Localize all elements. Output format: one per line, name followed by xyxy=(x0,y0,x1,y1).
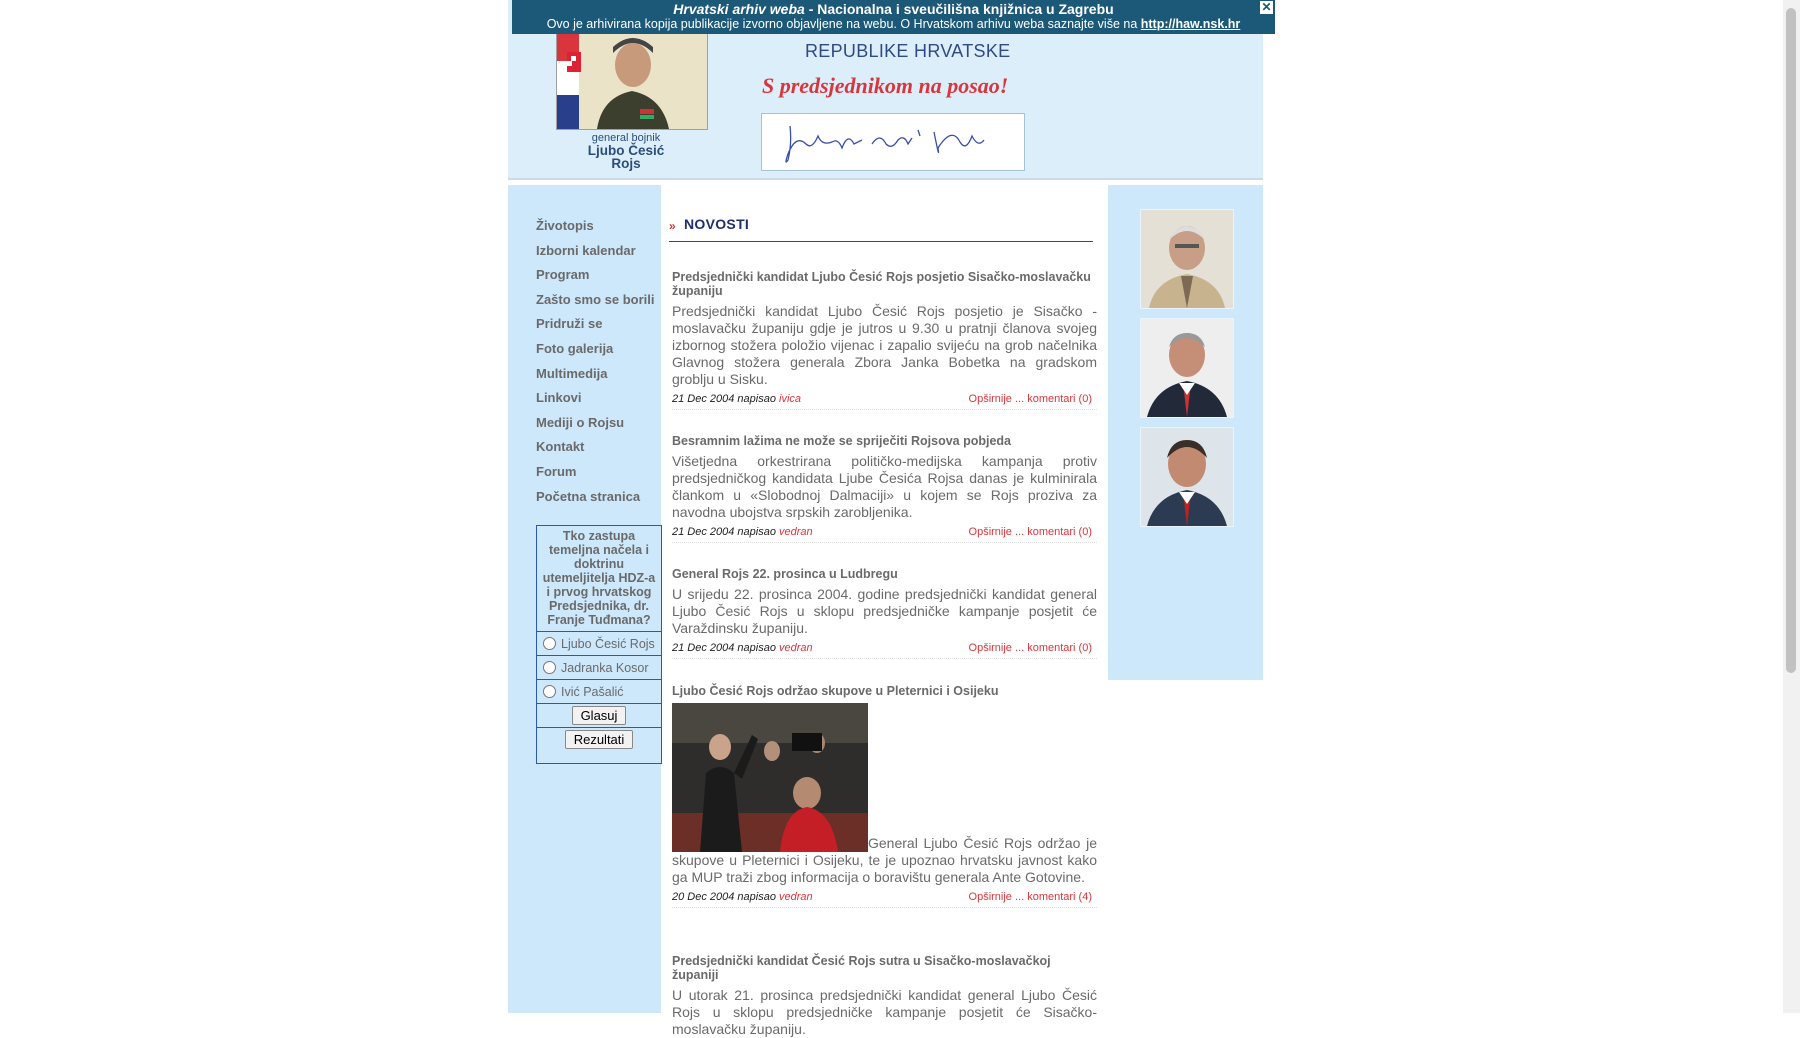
article-meta xyxy=(672,393,1097,410)
article-more-link[interactable]: Opširnije ... komentari (0) xyxy=(968,393,1092,405)
close-icon[interactable]: ✕ xyxy=(1261,0,1272,14)
nav-item-zivotopis[interactable]: Životopis xyxy=(536,218,594,233)
poll-option-label: Ljubo Česić Rojs xyxy=(561,636,655,651)
article-author[interactable]: vedran xyxy=(779,642,813,654)
portrait-photo[interactable] xyxy=(1140,209,1234,309)
article-body: Višetjedna orkestrirana političko-medijska kampanja protiv predsjedničkog kandidata Ljube Česića Rojsa danas je kulminirala člankom u «Slobodnoj Dalmaciji» u kojem se Rojs proziva za navodna ubojstva srpskih zarobljenika. xyxy=(672,453,1097,520)
article-date: 20 Dec 2004 napisao xyxy=(672,891,780,903)
radio-button-icon[interactable] xyxy=(543,661,556,674)
article-date: 21 Dec 2004 napisao xyxy=(672,642,780,654)
article-byline xyxy=(672,891,813,907)
banner-title xyxy=(512,0,1275,17)
article-author[interactable]: vedran xyxy=(779,891,813,903)
banner-subtitle xyxy=(512,17,1275,32)
candidate-rank: general bojnik xyxy=(591,132,661,144)
poll-option-label: Jadranka Kosor xyxy=(561,660,649,675)
main-nav xyxy=(536,218,654,513)
article-photo[interactable] xyxy=(672,703,868,852)
article-body: Predsjednički kandidat Ljubo Česić Rojs posjetio je Sisačko - moslavačku županiju gdje je jutros u 9.30 u pratnji članova svojeg izbornog stožera položio vijenac i zapalio svijeću na grob načelnika Glavnog stožera generala Zbora Janka Bobetka na gradskom groblju u Sisku. xyxy=(672,303,1097,387)
nav-item-kontakt[interactable]: Kontakt xyxy=(536,439,585,455)
scrollbar-thumb[interactable] xyxy=(1786,8,1796,673)
archive-banner xyxy=(512,0,1275,34)
article-more-link[interactable]: Opširnije ... komentari (0) xyxy=(968,642,1092,654)
poll-option[interactable] xyxy=(537,656,661,680)
candidate-name-first: Ljubo Česić xyxy=(587,143,665,158)
radio-button-icon[interactable] xyxy=(543,637,556,650)
portrait-photo[interactable] xyxy=(1140,318,1234,418)
article-date: 21 Dec 2004 napisao xyxy=(672,526,780,538)
nav-item-pridruzi-se[interactable]: Pridruži se xyxy=(536,316,603,332)
nav-item-linkovi[interactable]: Linkovi xyxy=(536,390,582,406)
article-body: U utorak 21. prosinca predsjednički kandidat general Ljubo Česić Rojs u sklopu predsjedničke kampanje posjetit će Sisačko-moslavačku županiju. xyxy=(672,987,1097,1037)
news-article xyxy=(672,684,1097,908)
news-article xyxy=(672,270,1097,410)
article-more-link[interactable]: Opširnije ... komentari (4) xyxy=(968,891,1092,903)
article-title[interactable]: Ljubo Česić Rojs održao skupove u Pleternici i Osijeku xyxy=(672,684,999,698)
header-republic-text: REPUBLIKE HRVATSKE xyxy=(805,41,1011,61)
news-article xyxy=(672,567,1097,659)
article-body-with-photo xyxy=(672,703,1097,886)
poll-option[interactable] xyxy=(537,632,661,656)
article-author[interactable]: vedran xyxy=(779,526,813,538)
candidate-name-block xyxy=(556,132,696,170)
article-byline xyxy=(672,642,813,658)
article-meta xyxy=(672,891,1097,908)
article-meta xyxy=(672,526,1097,543)
article-title[interactable]: Predsjednički kandidat Česić Rojs sutra u Sisačko-moslavačkoj županiji xyxy=(672,954,1051,982)
nav-item-foto-galerija[interactable]: Foto galerija xyxy=(536,340,614,356)
article-title[interactable]: General Rojs 22. prosinca u Ludbregu xyxy=(672,567,898,581)
article-date: 21 Dec 2004 napisao xyxy=(672,393,780,405)
header-slogan: S predsjednikom na posao! xyxy=(762,73,1009,98)
article-title[interactable]: Besramnim lažima ne može se spriječiti Rojsova pobjeda xyxy=(672,434,1012,448)
article-more-link[interactable]: Opširnije ... komentari (0) xyxy=(968,526,1092,538)
poll-box xyxy=(536,525,662,764)
article-byline xyxy=(672,526,813,542)
article-title[interactable]: Predsjednički kandidat Ljubo Česić Rojs posjetio Sisačko-moslavačku županiju xyxy=(672,270,1091,298)
nav-item-program[interactable]: Program xyxy=(536,267,590,283)
news-article xyxy=(672,954,1097,1038)
candidate-name-last: Rojs xyxy=(611,156,641,171)
candidate-portrait xyxy=(556,26,708,130)
article-byline xyxy=(672,393,801,409)
section-title: NOVOSTI xyxy=(684,216,750,232)
article-meta xyxy=(672,642,1097,659)
poll-option-label: Ivić Pašalić xyxy=(561,684,624,699)
nav-item-multimedija[interactable]: Multimedija xyxy=(536,365,608,381)
nav-item-izborni-kalendar[interactable]: Izborni kalendar xyxy=(536,242,636,258)
nav-item-mediji-o-rojsu[interactable]: Mediji o Rojsu xyxy=(536,414,625,430)
nav-item-pocetna-stranica[interactable]: Početna stranica xyxy=(536,488,641,504)
signature-image xyxy=(761,113,1025,171)
article-body: General Ljubo Česić Rojs održao je skupove u Pleternici i Osijeku, te je upoznao hrvatsku javnost kako ga MUP traži zbog informacija o boravištu generala Ante Gotovine. xyxy=(672,835,1097,885)
article-author[interactable]: ivica xyxy=(779,393,802,405)
nav-item-zasto-smo-se-borili[interactable]: Zašto smo se borili xyxy=(536,291,655,307)
poll-question: Tko zastupa temeljna načela i doktrinu utemeljitelja HDZ-a i prvog hrvatskog Predsjednika, dr. Franje Tuđmana? xyxy=(537,526,661,632)
news-article xyxy=(672,434,1097,543)
section-header xyxy=(669,215,1093,242)
results-button[interactable]: Rezultati xyxy=(565,730,634,749)
double-arrow-icon: » xyxy=(669,219,676,233)
nav-item-forum[interactable]: Forum xyxy=(536,463,577,479)
banner-archive-link[interactable]: http://haw.nsk.hr xyxy=(1140,17,1241,31)
banner-title-rest: - Nacionalna i sveučilišna knjižnica u Zagrebu xyxy=(804,1,1114,17)
page-scrollbar[interactable] xyxy=(1783,0,1800,1013)
poll-option[interactable] xyxy=(537,680,661,704)
article-body: U srijedu 22. prosinca 2004. godine predsjednički kandidat general Ljubo Česić Rojs u sklopu predsjedničke kampanje posjetit će Varaždinsku županiju. xyxy=(672,586,1097,636)
banner-title-italic: Hrvatski arhiv weba xyxy=(673,1,805,17)
vote-button[interactable]: Glasuj xyxy=(572,706,627,725)
banner-subtitle-text: Ovo je arhivirana kopija publikacije izvorno objavljene na webu. O Hrvatskom arhivu weba saznajte više na xyxy=(546,17,1141,31)
radio-button-icon[interactable] xyxy=(543,685,556,698)
portrait-photo[interactable] xyxy=(1140,427,1234,527)
